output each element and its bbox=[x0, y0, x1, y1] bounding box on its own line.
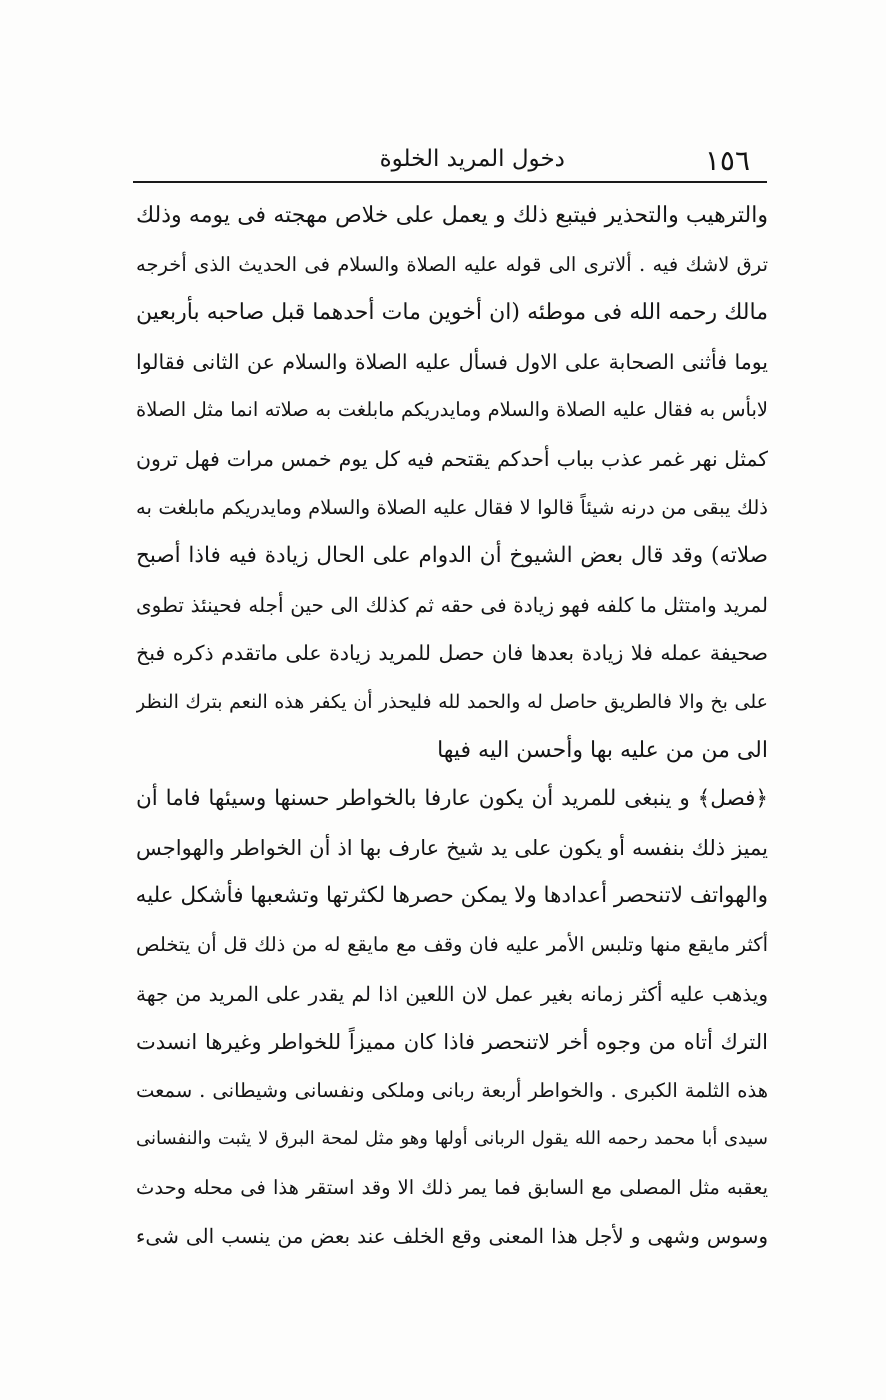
text-line: ويذهب عليه أكثر زمانه بغير عمل لان اللعين اذا لم يقدر على المريد من جهة bbox=[136, 981, 768, 1006]
text-line: يميز ذلك بنفسه أو يكون على يد شيخ عارف بها اذ أن الخواطر والهواجس bbox=[136, 835, 768, 860]
paragraph-end-line: الى من من عليه بها وأحسن اليه فيها bbox=[437, 737, 768, 763]
text-line: وسوس وشهى و لأجل هذا المعنى وقع الخلف عند بعض من ينسب الى شىء bbox=[136, 1224, 768, 1249]
text-line: هذه الثلمة الكبرى . والخواطر أربعة ربانى وملكى ونفسانى وشيطانى . سمعت bbox=[136, 1078, 768, 1102]
text-line: الترك أتاه من وجوه أخر لاتنحصر فاذا كان مميزاً للخواطر وغيرها انسدت bbox=[136, 1030, 768, 1055]
text-line: صلاته) وقد قال بعض الشيوخ أن الدوام على الحال زيادة فيه فاذا أصبح bbox=[136, 543, 768, 569]
text-line: ترق لاشك فيه . ألاترى الى قوله عليه الصلاة والسلام فى الحديث الذى أخرجه bbox=[136, 252, 768, 276]
text-line: مالك رحمه الله فى موطئه (ان أخوين مات أحدهما قبل صاحبه بأربعين bbox=[136, 300, 768, 326]
text-line: كمثل نهر غمر عذب بباب أحدكم يقتحم فيه كل يوم خمس مرات فهل ترون bbox=[136, 446, 768, 471]
text-line: يعقبه مثل المصلى مع السابق فما يمر ذلك الا وقد استقر هذا فى محله وحدث bbox=[136, 1175, 768, 1199]
page-header bbox=[134, 142, 766, 180]
text-line: سيدى أبا محمد رحمه الله يقول الربانى أولها وهو مثل لمحة البرق لا يثبت والنفسانى bbox=[136, 1128, 768, 1150]
text-line: على بخ والا فالطريق حاصل له والحمد لله فليحذر أن يكفر هذه النعم بترك النظر bbox=[136, 690, 768, 713]
text-line: والهواتف لاتنحصر أعدادها ولا يمكن حصرها لكثرتها وتشعبها فأشكل عليه bbox=[136, 883, 768, 909]
text-line: لمريد وامتثل ما كلفه فهو زيادة فى حقه ثم كذلك الى حين أجله فحينئذ تطوى bbox=[136, 592, 768, 617]
page-number: ١٥٦ bbox=[704, 144, 750, 177]
text-line: والترهيب والتحذير فيتبع ذلك و يعمل على خلاص مهجته فى يومه وذلك bbox=[136, 203, 768, 228]
section-heading-line: ﴿فصل﴾ و ينبغى للمريد أن يكون عارفا بالخواطر حسنها وسيئها فاما أن bbox=[136, 786, 768, 812]
header-rule bbox=[133, 181, 767, 183]
text-line: صحيفة عمله فلا زيادة بعدها فان حصل للمريد زيادة على ماتقدم ذكره فبخ bbox=[136, 641, 768, 666]
text-line: يوما فأثنى الصحابة على الاول فسأل عليه الصلاة والسلام عن الثانى فقالوا bbox=[136, 349, 768, 374]
body-text bbox=[136, 192, 768, 1261]
text-line: لابأس به فقال عليه الصلاة والسلام ومايدريكم مابلغت به صلاته انما مثل الصلاة bbox=[136, 398, 768, 422]
text-line: أكثر مايقع منها وتلبس الأمر عليه فان وقف مع مايقع له من ذلك قل أن يتخلص bbox=[136, 932, 768, 956]
running-title: دخول المريد الخلوة bbox=[379, 146, 565, 172]
text-line: ذلك يبقى من درنه شيئاً قالوا لا فقال عليه الصلاة والسلام ومايدريكم مابلغت به bbox=[136, 495, 768, 519]
